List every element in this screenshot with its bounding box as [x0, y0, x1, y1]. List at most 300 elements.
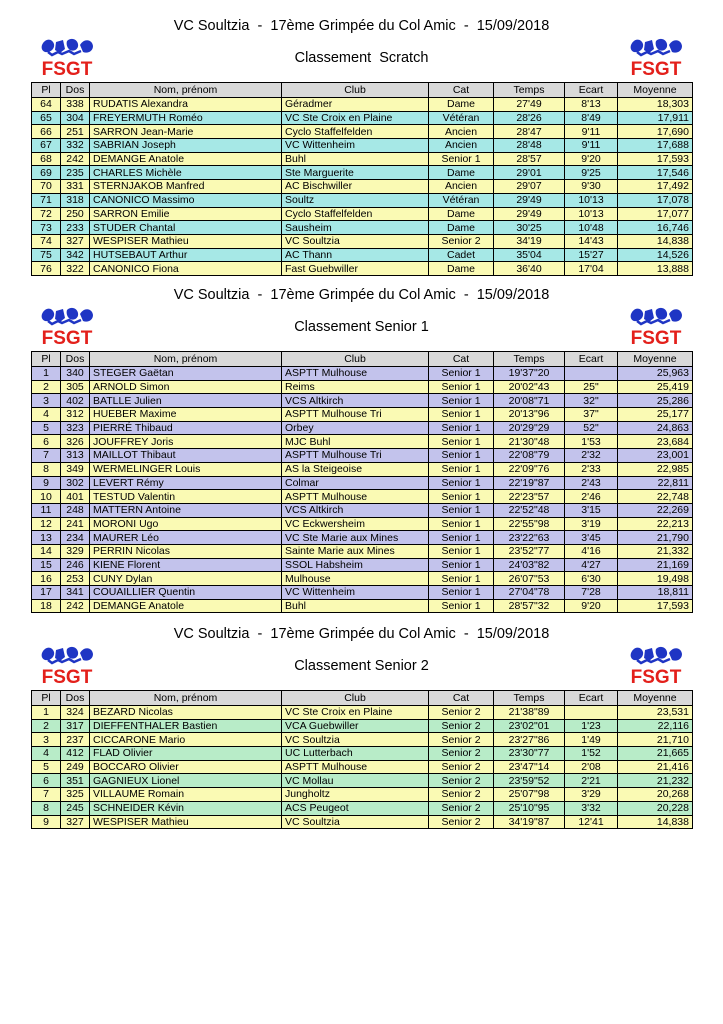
- cell-nom: BOCCARO Olivier: [90, 760, 282, 774]
- cell-club: UC Lutterbach: [282, 747, 429, 761]
- cell-pl: 12: [32, 517, 61, 531]
- cell-cat: Senior 2: [429, 733, 494, 747]
- cell-club: ASPTT Mulhouse: [282, 490, 429, 504]
- cell-pl: 10: [32, 490, 61, 504]
- cell-dos: 349: [61, 462, 90, 476]
- table-row: [32, 462, 693, 476]
- cell-temps: 27'49: [494, 98, 565, 112]
- cell-club: Soultz: [282, 193, 429, 207]
- cell-nom: HUEBER Maxime: [90, 408, 282, 422]
- cell-pl: 15: [32, 558, 61, 572]
- cell-dos: 323: [61, 421, 90, 435]
- table-header-row: [32, 83, 693, 98]
- cell-nom: CANONICO Massimo: [90, 193, 282, 207]
- cell-ecart: 2'43: [565, 476, 618, 490]
- cell-club: VC Ste Marie aux Mines: [282, 531, 429, 545]
- cell-temps: 26'07"53: [494, 572, 565, 586]
- cell-club: Sainte Marie aux Mines: [282, 544, 429, 558]
- column-header-dos: Dos: [61, 352, 90, 367]
- cell-ecart: 1'53: [565, 435, 618, 449]
- cell-pl: 1: [32, 367, 61, 381]
- cell-dos: 253: [61, 572, 90, 586]
- cell-nom: DEMANGE Anatole: [90, 599, 282, 613]
- cell-club: VC Wittenheim: [282, 586, 429, 600]
- cell-nom: SARRON Emilie: [90, 207, 282, 221]
- cell-moyenne: 17,593: [618, 599, 693, 613]
- cell-cat: Vétéran: [429, 193, 494, 207]
- cell-ecart: 9'30: [565, 180, 618, 194]
- cell-moyenne: 17,546: [618, 166, 693, 180]
- table-row: [32, 558, 693, 572]
- cell-ecart: 10'13: [565, 207, 618, 221]
- cell-cat: Senior 1: [429, 408, 494, 422]
- cell-temps: 30'25: [494, 221, 565, 235]
- cell-club: ASPTT Mulhouse Tri: [282, 408, 429, 422]
- cell-nom: MAURER Léo: [90, 531, 282, 545]
- cell-pl: 18: [32, 599, 61, 613]
- cell-temps: 34'19"87: [494, 815, 565, 829]
- column-header-dos: Dos: [61, 83, 90, 98]
- table-row: [32, 719, 693, 733]
- table-row: [32, 531, 693, 545]
- cell-ecart: 9'20: [565, 152, 618, 166]
- cell-club: AC Bischwiller: [282, 180, 429, 194]
- fsgt-logo-text: FSGT: [41, 667, 93, 687]
- table-row: [32, 98, 693, 112]
- cell-dos: 302: [61, 476, 90, 490]
- cell-dos: 351: [61, 774, 90, 788]
- cell-moyenne: 22,748: [618, 490, 693, 504]
- cell-ecart: 10'48: [565, 221, 618, 235]
- table-row: [32, 207, 693, 221]
- cell-cat: Vétéran: [429, 111, 494, 125]
- cell-temps: 20'29"29: [494, 421, 565, 435]
- cell-nom: BEZARD Nicolas: [90, 706, 282, 720]
- table-row: [32, 476, 693, 490]
- cell-club: ASPTT Mulhouse Tri: [282, 449, 429, 463]
- cell-nom: SABRIAN Joseph: [90, 139, 282, 153]
- cell-club: VC Soultzia: [282, 733, 429, 747]
- cell-pl: 66: [32, 125, 61, 139]
- cell-ecart: 2'33: [565, 462, 618, 476]
- cell-nom: FREYERMUTH Roméo: [90, 111, 282, 125]
- cell-dos: 402: [61, 394, 90, 408]
- cell-cat: Senior 2: [429, 774, 494, 788]
- cell-club: AC Thann: [282, 248, 429, 262]
- cell-cat: Senior 1: [429, 503, 494, 517]
- cell-cat: Senior 1: [429, 586, 494, 600]
- cell-temps: 20'13"96: [494, 408, 565, 422]
- cell-temps: 20'08"71: [494, 394, 565, 408]
- cell-ecart: [565, 367, 618, 381]
- cell-ecart: 32": [565, 394, 618, 408]
- cell-dos: 325: [61, 788, 90, 802]
- cell-dos: 250: [61, 207, 90, 221]
- cell-club: Ste Marguerite: [282, 166, 429, 180]
- cell-temps: 22'19"87: [494, 476, 565, 490]
- column-header-ecart: Ecart: [565, 83, 618, 98]
- column-header-nom: Nom, prénom: [90, 352, 282, 367]
- cell-dos: 412: [61, 747, 90, 761]
- cell-pl: 4: [32, 408, 61, 422]
- cell-pl: 70: [32, 180, 61, 194]
- cell-dos: 340: [61, 367, 90, 381]
- cell-nom: CICCARONE Mario: [90, 733, 282, 747]
- cell-moyenne: 23,531: [618, 706, 693, 720]
- cell-ecart: [565, 706, 618, 720]
- table-header-row: [32, 691, 693, 706]
- table-row: [32, 421, 693, 435]
- cell-cat: Senior 1: [429, 544, 494, 558]
- cell-moyenne: 21,232: [618, 774, 693, 788]
- cell-dos: 242: [61, 599, 90, 613]
- table-row: [32, 517, 693, 531]
- cell-ecart: 12'41: [565, 815, 618, 829]
- cell-moyenne: 22,116: [618, 719, 693, 733]
- cell-temps: 27'04"78: [494, 586, 565, 600]
- fsgt-logo-text: FSGT: [630, 667, 682, 687]
- cell-temps: 23'59"52: [494, 774, 565, 788]
- cell-dos: 331: [61, 180, 90, 194]
- cell-nom: COUAILLIER Quentin: [90, 586, 282, 600]
- section-senior-2: [31, 618, 692, 838]
- cell-cat: Senior 1: [429, 490, 494, 504]
- table-row: [32, 490, 693, 504]
- column-header-club: Club: [282, 352, 429, 367]
- cell-ecart: 37": [565, 408, 618, 422]
- cell-ecart: 17'04: [565, 262, 618, 276]
- cell-ecart: 15'27: [565, 248, 618, 262]
- cell-ecart: 8'13: [565, 98, 618, 112]
- cell-cat: Senior 2: [429, 706, 494, 720]
- cell-nom: TESTUD Valentin: [90, 490, 282, 504]
- cell-cat: Ancien: [429, 139, 494, 153]
- table-row: [32, 180, 693, 194]
- cell-ecart: 4'27: [565, 558, 618, 572]
- cell-pl: 68: [32, 152, 61, 166]
- cell-ecart: 1'49: [565, 733, 618, 747]
- cell-ecart: 3'45: [565, 531, 618, 545]
- cell-club: Cyclo Staffelfelden: [282, 125, 429, 139]
- cell-nom: CANONICO Fiona: [90, 262, 282, 276]
- cell-dos: 313: [61, 449, 90, 463]
- cell-dos: 251: [61, 125, 90, 139]
- cell-dos: 317: [61, 719, 90, 733]
- cell-pl: 64: [32, 98, 61, 112]
- cell-club: VCA Guebwiller: [282, 719, 429, 733]
- cell-dos: 312: [61, 408, 90, 422]
- cell-cat: Dame: [429, 262, 494, 276]
- section-title: VC Soultzia - 17ème Grimpée du Col Amic - 15/09/2018: [173, 18, 550, 34]
- fsgt-logo-text: FSGT: [630, 328, 682, 348]
- cell-cat: Senior 1: [429, 531, 494, 545]
- table-row: [32, 435, 693, 449]
- section-title: VC Soultzia - 17ème Grimpée du Col Amic - 15/09/2018: [173, 626, 550, 642]
- cell-club: Jungholtz: [282, 788, 429, 802]
- cell-club: Fast Guebwiller: [282, 262, 429, 276]
- cell-club: VC Eckwersheim: [282, 517, 429, 531]
- cell-pl: 17: [32, 586, 61, 600]
- cell-moyenne: 25,286: [618, 394, 693, 408]
- cell-pl: 16: [32, 572, 61, 586]
- cell-cat: Ancien: [429, 125, 494, 139]
- cell-nom: FLAD Olivier: [90, 747, 282, 761]
- column-header-pl: Pl: [32, 83, 61, 98]
- cell-nom: STUDER Chantal: [90, 221, 282, 235]
- cell-cat: Senior 1: [429, 152, 494, 166]
- table-row: [32, 394, 693, 408]
- cell-temps: 23'27"86: [494, 733, 565, 747]
- results-table: [31, 690, 693, 829]
- table-row: [32, 503, 693, 517]
- cell-temps: 35'04: [494, 248, 565, 262]
- cell-moyenne: 21,416: [618, 760, 693, 774]
- section-subtitle: Classement Scratch: [294, 50, 429, 66]
- cell-cat: Senior 2: [429, 747, 494, 761]
- cell-moyenne: 14,838: [618, 234, 693, 248]
- cell-temps: 22'55"98: [494, 517, 565, 531]
- results-table: [31, 351, 693, 613]
- cell-moyenne: 25,177: [618, 408, 693, 422]
- cell-nom: BATLLE Julien: [90, 394, 282, 408]
- cell-temps: 23'47"14: [494, 760, 565, 774]
- cell-cat: Ancien: [429, 180, 494, 194]
- column-header-temps: Temps: [494, 83, 565, 98]
- cell-ecart: 3'19: [565, 517, 618, 531]
- cell-dos: 329: [61, 544, 90, 558]
- cell-dos: 401: [61, 490, 90, 504]
- table-row: [32, 193, 693, 207]
- cell-temps: 19'37"20: [494, 367, 565, 381]
- table-row: [32, 572, 693, 586]
- cell-pl: 7: [32, 788, 61, 802]
- cell-ecart: 9'11: [565, 125, 618, 139]
- cell-moyenne: 19,498: [618, 572, 693, 586]
- cell-dos: 338: [61, 98, 90, 112]
- cell-club: AS la Steigeoise: [282, 462, 429, 476]
- cell-pl: 14: [32, 544, 61, 558]
- cell-dos: 248: [61, 503, 90, 517]
- cell-moyenne: 23,684: [618, 435, 693, 449]
- column-header-dos: Dos: [61, 691, 90, 706]
- cell-pl: 74: [32, 234, 61, 248]
- cell-temps: 28'48: [494, 139, 565, 153]
- table-row: [32, 788, 693, 802]
- cell-club: Cyclo Staffelfelden: [282, 207, 429, 221]
- cell-pl: 13: [32, 531, 61, 545]
- cell-nom: SCHNEIDER Kévin: [90, 801, 282, 815]
- table-row: [32, 248, 693, 262]
- cell-dos: 249: [61, 760, 90, 774]
- cell-moyenne: 21,665: [618, 747, 693, 761]
- cell-moyenne: 21,332: [618, 544, 693, 558]
- cell-temps: 28'26: [494, 111, 565, 125]
- table-header-row: [32, 352, 693, 367]
- cell-cat: Senior 1: [429, 572, 494, 586]
- cell-temps: 29'07: [494, 180, 565, 194]
- cell-pl: 75: [32, 248, 61, 262]
- cell-moyenne: 25,419: [618, 380, 693, 394]
- cell-pl: 71: [32, 193, 61, 207]
- cell-temps: 22'09"76: [494, 462, 565, 476]
- table-row: [32, 706, 693, 720]
- cell-club: Sausheim: [282, 221, 429, 235]
- column-header-moyenne: Moyenne: [618, 352, 693, 367]
- cell-moyenne: 13,888: [618, 262, 693, 276]
- section-subtitle: Classement Senior 1: [294, 319, 429, 335]
- table-row: [32, 152, 693, 166]
- cell-pl: 8: [32, 462, 61, 476]
- cell-moyenne: 17,593: [618, 152, 693, 166]
- column-header-club: Club: [282, 83, 429, 98]
- cell-pl: 73: [32, 221, 61, 235]
- column-header-moyenne: Moyenne: [618, 691, 693, 706]
- cell-ecart: 2'21: [565, 774, 618, 788]
- cell-ecart: 3'29: [565, 788, 618, 802]
- cell-club: VC Soultzia: [282, 815, 429, 829]
- cell-temps: 22'52"48: [494, 503, 565, 517]
- cell-moyenne: 23,001: [618, 449, 693, 463]
- table-row: [32, 733, 693, 747]
- cell-moyenne: 20,228: [618, 801, 693, 815]
- cell-moyenne: 17,911: [618, 111, 693, 125]
- cell-temps: 25'07"98: [494, 788, 565, 802]
- cell-cat: Senior 1: [429, 476, 494, 490]
- cell-cat: Senior 1: [429, 421, 494, 435]
- cell-club: VC Ste Croix en Plaine: [282, 706, 429, 720]
- cell-temps: 23'30"77: [494, 747, 565, 761]
- cell-moyenne: 14,526: [618, 248, 693, 262]
- cell-moyenne: 18,811: [618, 586, 693, 600]
- cell-club: Reims: [282, 380, 429, 394]
- cell-temps: 29'49: [494, 207, 565, 221]
- cell-ecart: 10'13: [565, 193, 618, 207]
- cell-club: Mulhouse: [282, 572, 429, 586]
- cell-ecart: 8'49: [565, 111, 618, 125]
- column-header-nom: Nom, prénom: [90, 83, 282, 98]
- cell-moyenne: 22,269: [618, 503, 693, 517]
- cell-pl: 2: [32, 380, 61, 394]
- table-row: [32, 380, 693, 394]
- fsgt-logo-text: FSGT: [41, 59, 93, 79]
- cell-club: Géradmer: [282, 98, 429, 112]
- cell-club: VC Ste Croix en Plaine: [282, 111, 429, 125]
- column-header-cat: Cat: [429, 83, 494, 98]
- cell-cat: Dame: [429, 98, 494, 112]
- cell-nom: WERMELINGER Louis: [90, 462, 282, 476]
- cell-club: VC Soultzia: [282, 234, 429, 248]
- cell-dos: 327: [61, 815, 90, 829]
- cell-dos: 234: [61, 531, 90, 545]
- cell-temps: 23'52"77: [494, 544, 565, 558]
- table-row: [32, 166, 693, 180]
- cell-nom: LEVERT Rémy: [90, 476, 282, 490]
- cell-ecart: 9'20: [565, 599, 618, 613]
- cell-dos: 242: [61, 152, 90, 166]
- cell-cat: Senior 1: [429, 435, 494, 449]
- cell-cat: Senior 1: [429, 367, 494, 381]
- cell-moyenne: 14,838: [618, 815, 693, 829]
- cell-dos: 305: [61, 380, 90, 394]
- cell-pl: 65: [32, 111, 61, 125]
- cell-cat: Senior 2: [429, 234, 494, 248]
- results-table: [31, 82, 693, 276]
- table-row: [32, 747, 693, 761]
- cell-dos: 233: [61, 221, 90, 235]
- cell-moyenne: 24,863: [618, 421, 693, 435]
- cell-ecart: 2'46: [565, 490, 618, 504]
- cell-club: VCS Altkirch: [282, 503, 429, 517]
- cell-ecart: 14'43: [565, 234, 618, 248]
- cell-dos: 318: [61, 193, 90, 207]
- cell-moyenne: 17,077: [618, 207, 693, 221]
- table-row: [32, 139, 693, 153]
- cell-nom: GAGNIEUX Lionel: [90, 774, 282, 788]
- cell-ecart: 2'08: [565, 760, 618, 774]
- cell-club: VCS Altkirch: [282, 394, 429, 408]
- cell-cat: Senior 1: [429, 599, 494, 613]
- cell-cat: Dame: [429, 207, 494, 221]
- cell-moyenne: 17,688: [618, 139, 693, 153]
- cell-dos: 332: [61, 139, 90, 153]
- cell-pl: 72: [32, 207, 61, 221]
- cell-club: ACS Peugeot: [282, 801, 429, 815]
- cell-moyenne: 17,492: [618, 180, 693, 194]
- table-row: [32, 801, 693, 815]
- cell-ecart: 25": [565, 380, 618, 394]
- cell-temps: 20'02"43: [494, 380, 565, 394]
- cell-cat: Senior 2: [429, 719, 494, 733]
- cell-temps: 22'23"57: [494, 490, 565, 504]
- cell-nom: WESPISER Mathieu: [90, 815, 282, 829]
- cell-pl: 5: [32, 421, 61, 435]
- cell-cat: Dame: [429, 166, 494, 180]
- column-header-club: Club: [282, 691, 429, 706]
- cell-dos: 322: [61, 262, 90, 276]
- fsgt-logo-text: FSGT: [630, 59, 682, 79]
- cell-pl: 9: [32, 815, 61, 829]
- cell-dos: 237: [61, 733, 90, 747]
- cell-pl: 3: [32, 394, 61, 408]
- cell-nom: JOUFFREY Joris: [90, 435, 282, 449]
- cell-dos: 326: [61, 435, 90, 449]
- cell-temps: 34'19: [494, 234, 565, 248]
- cell-ecart: 3'32: [565, 801, 618, 815]
- section-title: VC Soultzia - 17ème Grimpée du Col Amic - 15/09/2018: [173, 287, 550, 303]
- section-senior-1: [31, 279, 692, 619]
- cell-nom: KIENE Florent: [90, 558, 282, 572]
- cell-dos: 245: [61, 801, 90, 815]
- cell-pl: 69: [32, 166, 61, 180]
- column-header-ecart: Ecart: [565, 352, 618, 367]
- cell-dos: 246: [61, 558, 90, 572]
- cell-club: VC Mollau: [282, 774, 429, 788]
- cell-moyenne: 18,303: [618, 98, 693, 112]
- table-row: [32, 125, 693, 139]
- table-row: [32, 408, 693, 422]
- cell-club: Colmar: [282, 476, 429, 490]
- cell-temps: 22'08"79: [494, 449, 565, 463]
- column-header-temps: Temps: [494, 691, 565, 706]
- cell-temps: 25'10"95: [494, 801, 565, 815]
- cell-temps: 24'03"82: [494, 558, 565, 572]
- cell-nom: HUTSEBAUT Arthur: [90, 248, 282, 262]
- cell-cat: Senior 1: [429, 558, 494, 572]
- table-row: [32, 234, 693, 248]
- cell-moyenne: 20,268: [618, 788, 693, 802]
- cell-club: Buhl: [282, 599, 429, 613]
- cell-moyenne: 21,169: [618, 558, 693, 572]
